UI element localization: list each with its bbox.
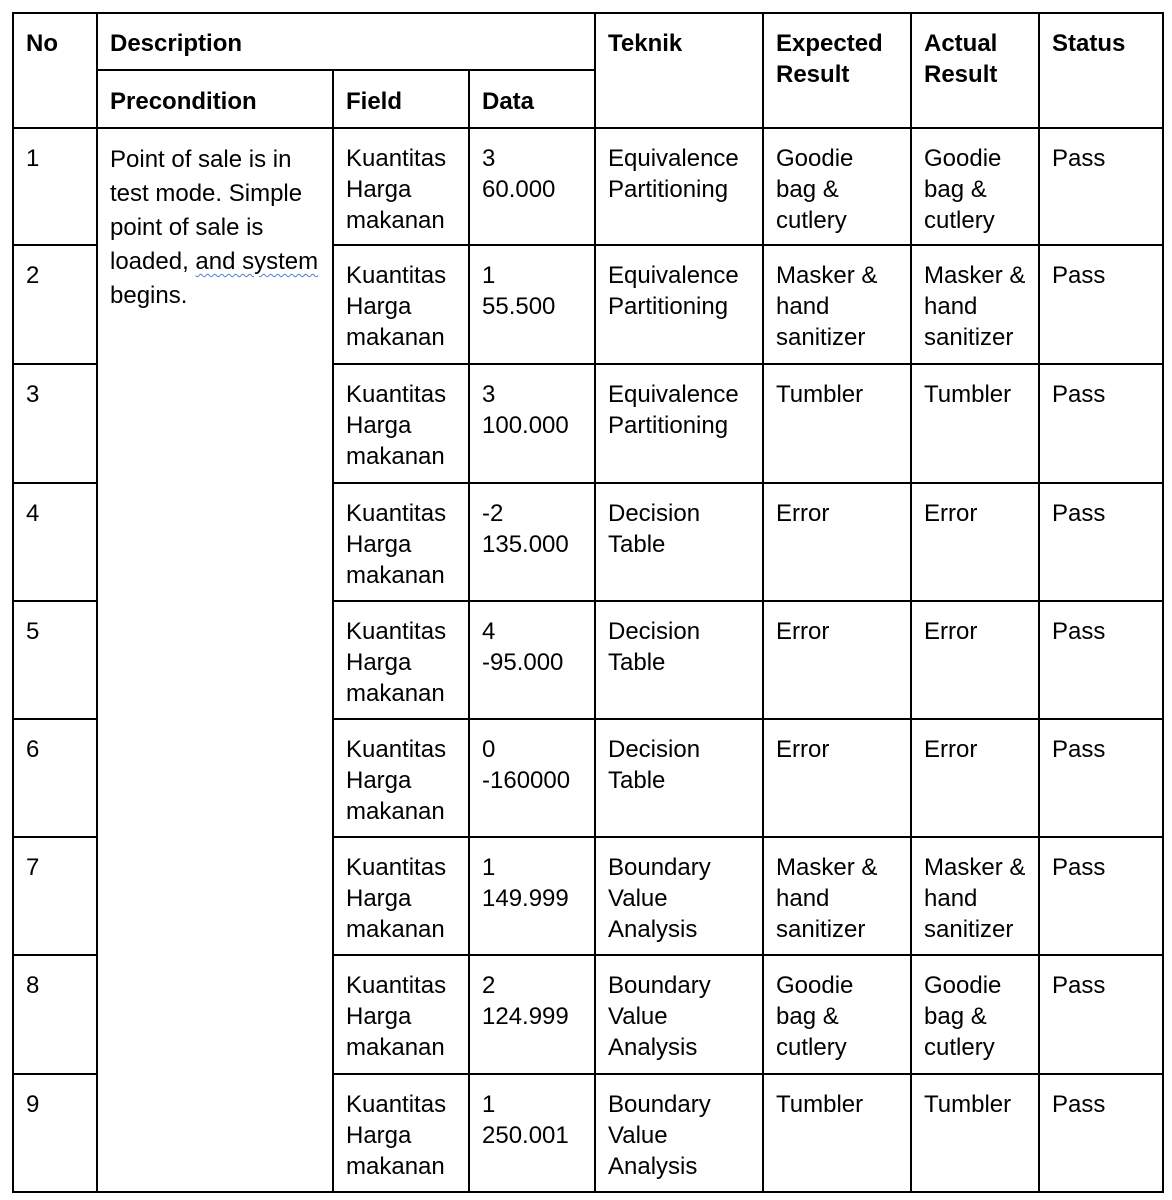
cell-data xyxy=(469,128,595,245)
cell-field xyxy=(333,483,469,601)
cell-no: 3 xyxy=(13,364,97,483)
cell-expected-result: Tumbler xyxy=(763,364,911,483)
cell-data-line: -2 xyxy=(482,500,504,527)
cell-no: 7 xyxy=(13,837,97,955)
table-body xyxy=(13,128,1163,1192)
cell-expected-result: Error xyxy=(763,719,911,837)
test-case-table xyxy=(12,12,1164,1193)
cell-field-line: Kuantitas xyxy=(346,262,447,289)
precondition-spellcheck-text: and system xyxy=(195,248,319,275)
cell-status: Pass xyxy=(1039,955,1163,1074)
cell-field xyxy=(333,245,469,364)
cell-data-line: 135.000 xyxy=(482,531,569,558)
cell-status: Pass xyxy=(1039,364,1163,483)
cell-status: Pass xyxy=(1039,245,1163,364)
cell-status: Pass xyxy=(1039,1074,1163,1192)
header-expected-result: Expected Result xyxy=(763,13,911,128)
cell-no: 6 xyxy=(13,719,97,837)
cell-data xyxy=(469,245,595,364)
cell-teknik: Boundary Value Analysis xyxy=(595,1074,763,1192)
header-no: No xyxy=(13,13,97,128)
cell-field-line: Kuantitas xyxy=(346,500,447,527)
header-description: Description xyxy=(97,13,595,70)
cell-no: 8 xyxy=(13,955,97,1074)
cell-no: 1 xyxy=(13,128,97,245)
header-actual-result: Actual Result xyxy=(911,13,1039,128)
cell-field-line: Harga makanan xyxy=(346,1122,445,1180)
cell-data-line: 1 xyxy=(482,1091,496,1118)
cell-status: Pass xyxy=(1039,719,1163,837)
cell-data-line: 149.999 xyxy=(482,885,569,912)
cell-teknik: Equivalence Partitioning xyxy=(595,245,763,364)
cell-status: Pass xyxy=(1039,483,1163,601)
cell-teknik: Decision Table xyxy=(595,483,763,601)
cell-actual-result: Error xyxy=(911,483,1039,601)
cell-status: Pass xyxy=(1039,128,1163,245)
cell-actual-result: Goodie bag & cutlery xyxy=(911,128,1039,245)
header-status: Status xyxy=(1039,13,1163,128)
cell-data-line: 60.000 xyxy=(482,176,556,203)
cell-actual-result: Masker & hand sanitizer xyxy=(911,837,1039,955)
cell-field xyxy=(333,719,469,837)
cell-field xyxy=(333,837,469,955)
cell-data-line: 1 xyxy=(482,854,496,881)
cell-data xyxy=(469,483,595,601)
cell-actual-result: Error xyxy=(911,601,1039,719)
cell-actual-result: Masker & hand sanitizer xyxy=(911,245,1039,364)
cell-field-line: Harga makanan xyxy=(346,293,445,351)
cell-data-line: 3 xyxy=(482,381,496,408)
cell-teknik: Boundary Value Analysis xyxy=(595,955,763,1074)
cell-field-line: Harga makanan xyxy=(346,885,445,943)
precondition-cell xyxy=(97,128,333,1192)
cell-expected-result: Goodie bag & cutlery xyxy=(763,955,911,1074)
cell-teknik: Boundary Value Analysis xyxy=(595,837,763,955)
cell-field-line: Harga makanan xyxy=(346,412,445,470)
cell-data-line: -95.000 xyxy=(482,649,564,676)
table-row xyxy=(13,128,1163,245)
cell-expected-result: Tumbler xyxy=(763,1074,911,1192)
cell-data-line: 0 xyxy=(482,736,496,763)
cell-expected-result: Masker & hand sanitizer xyxy=(763,245,911,364)
header-data: Data xyxy=(469,70,595,128)
cell-data-line: -160000 xyxy=(482,767,571,794)
cell-field xyxy=(333,364,469,483)
cell-field xyxy=(333,1074,469,1192)
precondition-line1: Point of sale is in test mode. xyxy=(110,146,292,207)
cell-status: Pass xyxy=(1039,837,1163,955)
cell-field xyxy=(333,601,469,719)
cell-field-line: Kuantitas xyxy=(346,736,447,763)
cell-expected-result: Error xyxy=(763,601,911,719)
header-precondition: Precondition xyxy=(97,70,333,128)
cell-field xyxy=(333,955,469,1074)
cell-no: 5 xyxy=(13,601,97,719)
cell-field-line: Kuantitas xyxy=(346,618,447,645)
cell-data-line: 100.000 xyxy=(482,412,569,439)
cell-data xyxy=(469,1074,595,1192)
cell-field-line: Kuantitas xyxy=(346,972,447,999)
cell-teknik: Equivalence Partitioning xyxy=(595,128,763,245)
cell-data-line: 124.999 xyxy=(482,1003,569,1030)
cell-teknik: Decision Table xyxy=(595,601,763,719)
precondition-line2-end: begins. xyxy=(110,282,188,309)
cell-actual-result: Tumbler xyxy=(911,1074,1039,1192)
cell-field-line: Kuantitas xyxy=(346,145,447,172)
cell-no: 9 xyxy=(13,1074,97,1192)
cell-field xyxy=(333,128,469,245)
cell-status: Pass xyxy=(1039,601,1163,719)
cell-no: 4 xyxy=(13,483,97,601)
cell-expected-result: Goodie bag & cutlery xyxy=(763,128,911,245)
cell-actual-result: Tumbler xyxy=(911,364,1039,483)
header-teknik: Teknik xyxy=(595,13,763,128)
cell-field-line: Harga makanan xyxy=(346,767,445,825)
cell-teknik: Decision Table xyxy=(595,719,763,837)
cell-data-line: 55.500 xyxy=(482,293,556,320)
cell-teknik: Equivalence Partitioning xyxy=(595,364,763,483)
cell-data-line: 3 xyxy=(482,145,496,172)
cell-actual-result: Goodie bag & cutlery xyxy=(911,955,1039,1074)
cell-field-line: Kuantitas xyxy=(346,381,447,408)
cell-field-line: Kuantitas xyxy=(346,1091,447,1118)
cell-data xyxy=(469,719,595,837)
cell-field-line: Harga makanan xyxy=(346,649,445,707)
cell-data-line: 4 xyxy=(482,618,496,645)
cell-data xyxy=(469,601,595,719)
cell-data-line: 1 xyxy=(482,262,496,289)
cell-data xyxy=(469,837,595,955)
cell-field-line: Harga makanan xyxy=(346,176,445,234)
cell-field-line: Harga makanan xyxy=(346,531,445,589)
cell-field-line: Kuantitas xyxy=(346,854,447,881)
cell-expected-result: Masker & hand sanitizer xyxy=(763,837,911,955)
cell-data xyxy=(469,364,595,483)
cell-no: 2 xyxy=(13,245,97,364)
cell-data-line: 2 xyxy=(482,972,496,999)
table-header xyxy=(13,13,1163,128)
cell-expected-result: Error xyxy=(763,483,911,601)
cell-field-line: Harga makanan xyxy=(346,1003,445,1061)
header-field: Field xyxy=(333,70,469,128)
precondition-line2: Simple point of sale is loaded, xyxy=(110,180,303,275)
cell-data xyxy=(469,955,595,1074)
cell-actual-result: Error xyxy=(911,719,1039,837)
cell-data-line: 250.001 xyxy=(482,1122,569,1149)
